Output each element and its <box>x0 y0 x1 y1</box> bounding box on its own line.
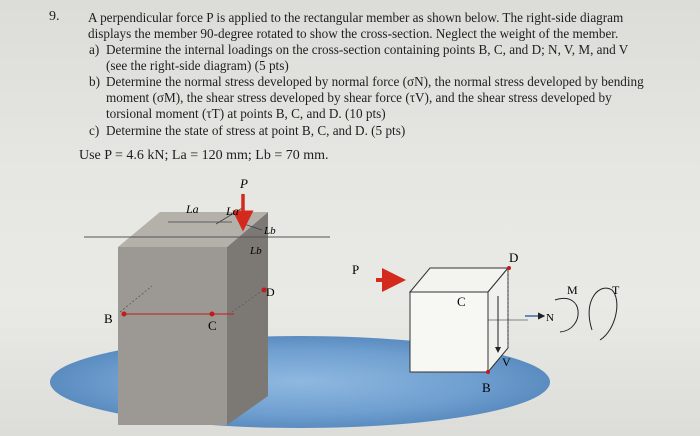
part-a-label: a) <box>89 42 100 57</box>
part-c-label: c) <box>89 123 100 138</box>
moment-m-curve <box>555 298 578 332</box>
point-b-dot <box>122 312 127 317</box>
force-p-label-right: P <box>352 262 360 277</box>
cube-front <box>410 292 488 372</box>
point-c-label-right: C <box>457 294 466 309</box>
side-face <box>227 212 268 425</box>
point-b-label-right: B <box>482 380 491 395</box>
part-a-line-1: Determine the internal loadings on the cross-section containing points B, C, and D; N, V, M, and V <box>106 42 629 57</box>
point-b-label: B <box>104 311 113 326</box>
la-label-2: La <box>226 204 239 218</box>
normal-n-label: N <box>546 312 554 324</box>
point-c-label: C <box>208 318 217 333</box>
part-b-line-1: Determine the normal stress developed by normal force (σN), the normal stress developed by bending <box>106 74 644 89</box>
intro-line-1: A perpendicular force P is applied to the rectangular member as shown below. The right-side diagram <box>88 10 624 25</box>
torsion-t-label: T <box>612 283 620 297</box>
point-d-label: D <box>266 285 275 299</box>
intro-line-2: displays the member 90-degree rotated to show the cross-section. Neglect the weight of the member. <box>88 26 619 41</box>
part-b-line-2: moment (σM), the shear stress developed by shear force (τV), and the shear stress developed by <box>106 90 612 105</box>
part-c-line-1: Determine the state of stress at point B, C, and D. (5 pts) <box>106 123 406 138</box>
shear-v-label: V <box>502 355 511 369</box>
part-b-line-3: torsional moment (τT) at points B, C, and D. (10 pts) <box>106 106 386 121</box>
moment-m-label: M <box>567 283 578 297</box>
given-values: Use P = 4.6 kN; La = 120 mm; Lb = 70 mm. <box>79 148 329 163</box>
problem-number: 9. <box>49 9 60 24</box>
lb-label-2: Lb <box>250 245 262 257</box>
part-a-line-2: (see the right-side diagram) (5 pts) <box>106 58 289 73</box>
point-d-label-right: D <box>509 250 519 265</box>
point-d-dot-right <box>507 266 511 270</box>
la-label-1: La <box>186 202 199 216</box>
force-p-label: P <box>240 176 248 191</box>
front-face <box>118 247 227 425</box>
part-b-label: b) <box>89 74 100 89</box>
point-c-dot <box>210 312 215 317</box>
lb-label-1: Lb <box>264 225 276 237</box>
point-b-dot-right <box>486 370 490 374</box>
